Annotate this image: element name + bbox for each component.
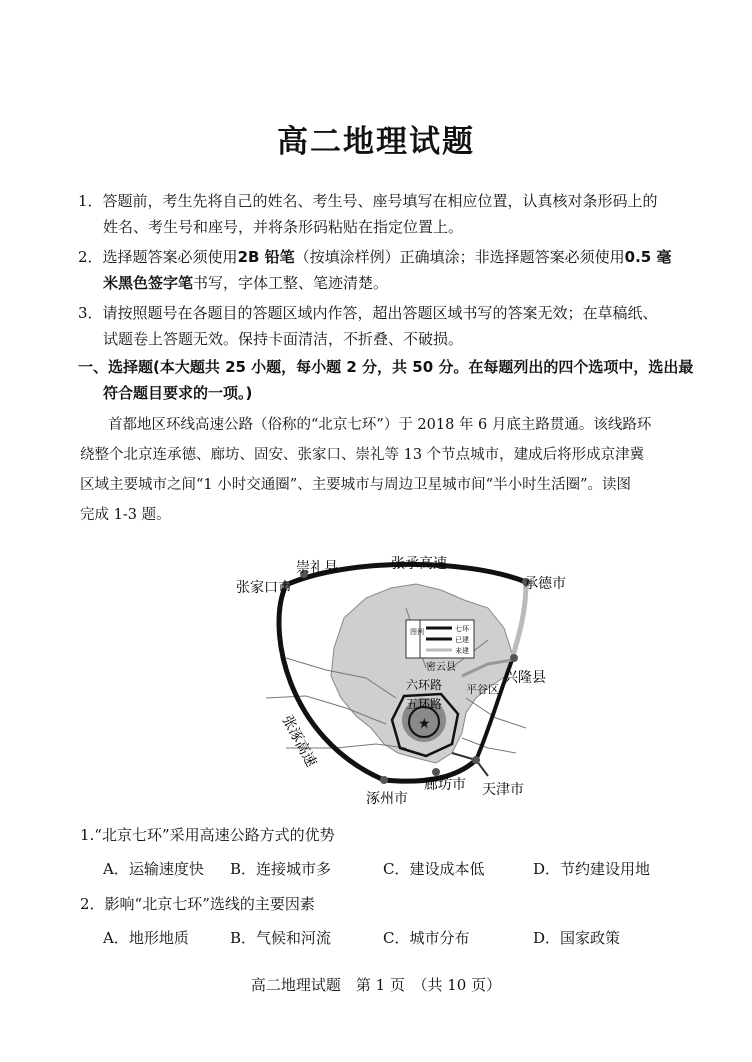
label-zhangzhuo-highway: 张涿高速: [278, 712, 320, 770]
note-2-number: 2．: [78, 248, 103, 266]
passage-line-3: 区域主要城市之间“1 小时交通圈”、主要城市与周边卫星城市间“半小时生活圈”。读图: [80, 477, 631, 493]
note-2-pen: 米黑色签字笔: [103, 274, 194, 292]
ring-7-east-unbuilt-segment: [512, 582, 526, 660]
question-1-option-c[interactable]: C．建设成本低: [383, 860, 485, 878]
note-2-pen-size: 0.5 毫: [624, 248, 672, 266]
note-2-text-a: 选择题答案必须使用: [102, 248, 238, 266]
question-2-option-a[interactable]: A．地形地质: [103, 929, 189, 947]
section-heading: 一、选择题(本大题共 25 小题，每小题 2 分，共 50 分。在每题列出的四个选项中，选出最: [78, 358, 694, 376]
note-1-text-1: 答题前，考生先将自己的姓名、考生号、座号填写在相应位置，认真核对条形码上的: [102, 192, 658, 210]
label-zhangcheng-highway: 张承高速: [391, 556, 447, 572]
note-2-text-c: （按填涂样例）正确填涂；非选择题答案必须使用: [294, 248, 625, 266]
question-1-option-b[interactable]: B．连接城市多: [230, 860, 332, 878]
legend-title: 图例: [410, 628, 424, 636]
note-3-number: 3．: [78, 304, 103, 322]
question-2-stem: 2．影响“北京七环”选线的主要因素: [80, 895, 315, 913]
label-chongli: 崇礼县: [296, 560, 338, 576]
passage-line-1: 首都地区环线高速公路（俗称的“北京七环”）于 2018 年 6 月底主路贯通。该线路环: [108, 417, 652, 433]
label-miyun: 密云县: [426, 662, 456, 673]
legend-label-3: 未建: [455, 647, 469, 655]
label-ring-5: 五环路: [406, 697, 443, 711]
label-chengde: 承德市: [524, 576, 566, 592]
legend-label-2: 已建: [455, 636, 469, 644]
question-2-option-c[interactable]: C．城市分布: [383, 929, 470, 947]
note-3-text-1: 请按照题号在各题目的答题区域内作答，超出答题区域书写的答案无效；在草稿纸、: [102, 304, 658, 322]
zhuozhou-dot: [380, 776, 388, 784]
xinglong-dot: [510, 654, 518, 662]
label-xinglong: 兴隆县: [504, 670, 546, 686]
note-2-text-b: 书写，字体工整、笔迹清楚。: [193, 274, 389, 292]
page-footer: 高二地理试题 第 1 页 （共 10 页）: [250, 976, 502, 994]
note-1-line-1: [78, 190, 658, 212]
page-title: 高二地理试题: [277, 124, 475, 160]
note-3-text-2: 试题卷上答题无效。保持卡面清洁，不折叠、不破损。: [103, 330, 464, 348]
note-3-line-1: [78, 302, 658, 324]
label-langfang: 廊坊市: [424, 777, 466, 793]
note-2-line-1: [78, 246, 671, 268]
capital-star-icon: ★: [418, 716, 431, 732]
section-heading-cont: 符合题目要求的一项。): [103, 384, 253, 402]
passage-line-4: 完成 1-3 题。: [80, 507, 171, 523]
passage-line-2: 绕整个北京连承德、廊坊、固安、张家口、崇礼等 13 个节点城市，建成后将形成京津冀: [80, 447, 645, 463]
langfang-dot: [432, 768, 440, 776]
note-1-text-2: 姓名、考生号和座号，并将条形码粘贴在指定位置上。: [103, 218, 464, 236]
question-1-option-a[interactable]: A．运输速度快: [103, 860, 204, 878]
label-zhuozhou: 涿州市: [366, 791, 408, 807]
label-pinggu: 平谷区: [466, 683, 499, 696]
note-1-number: 1．: [78, 192, 103, 210]
question-2-option-b[interactable]: B．气候和河流: [230, 929, 332, 947]
question-2-option-d[interactable]: D．国家政策: [533, 929, 621, 947]
label-tianjin: 天津市: [482, 782, 524, 798]
question-1-option-d[interactable]: D．节约建设用地: [533, 860, 651, 878]
question-1-stem: 1.“北京七环”采用高速公路方式的优势: [80, 826, 335, 844]
note-2-line-2: [103, 272, 388, 294]
note-2-pencil: 2B 铅笔: [237, 248, 295, 266]
label-zhangjiakou: 张家口市: [236, 580, 292, 596]
tianjin-dot: [472, 756, 480, 764]
beijing-ring-road-map: [226, 548, 566, 816]
legend-label-1: 七环: [455, 625, 469, 633]
label-ring-6: 六环路: [406, 678, 443, 692]
